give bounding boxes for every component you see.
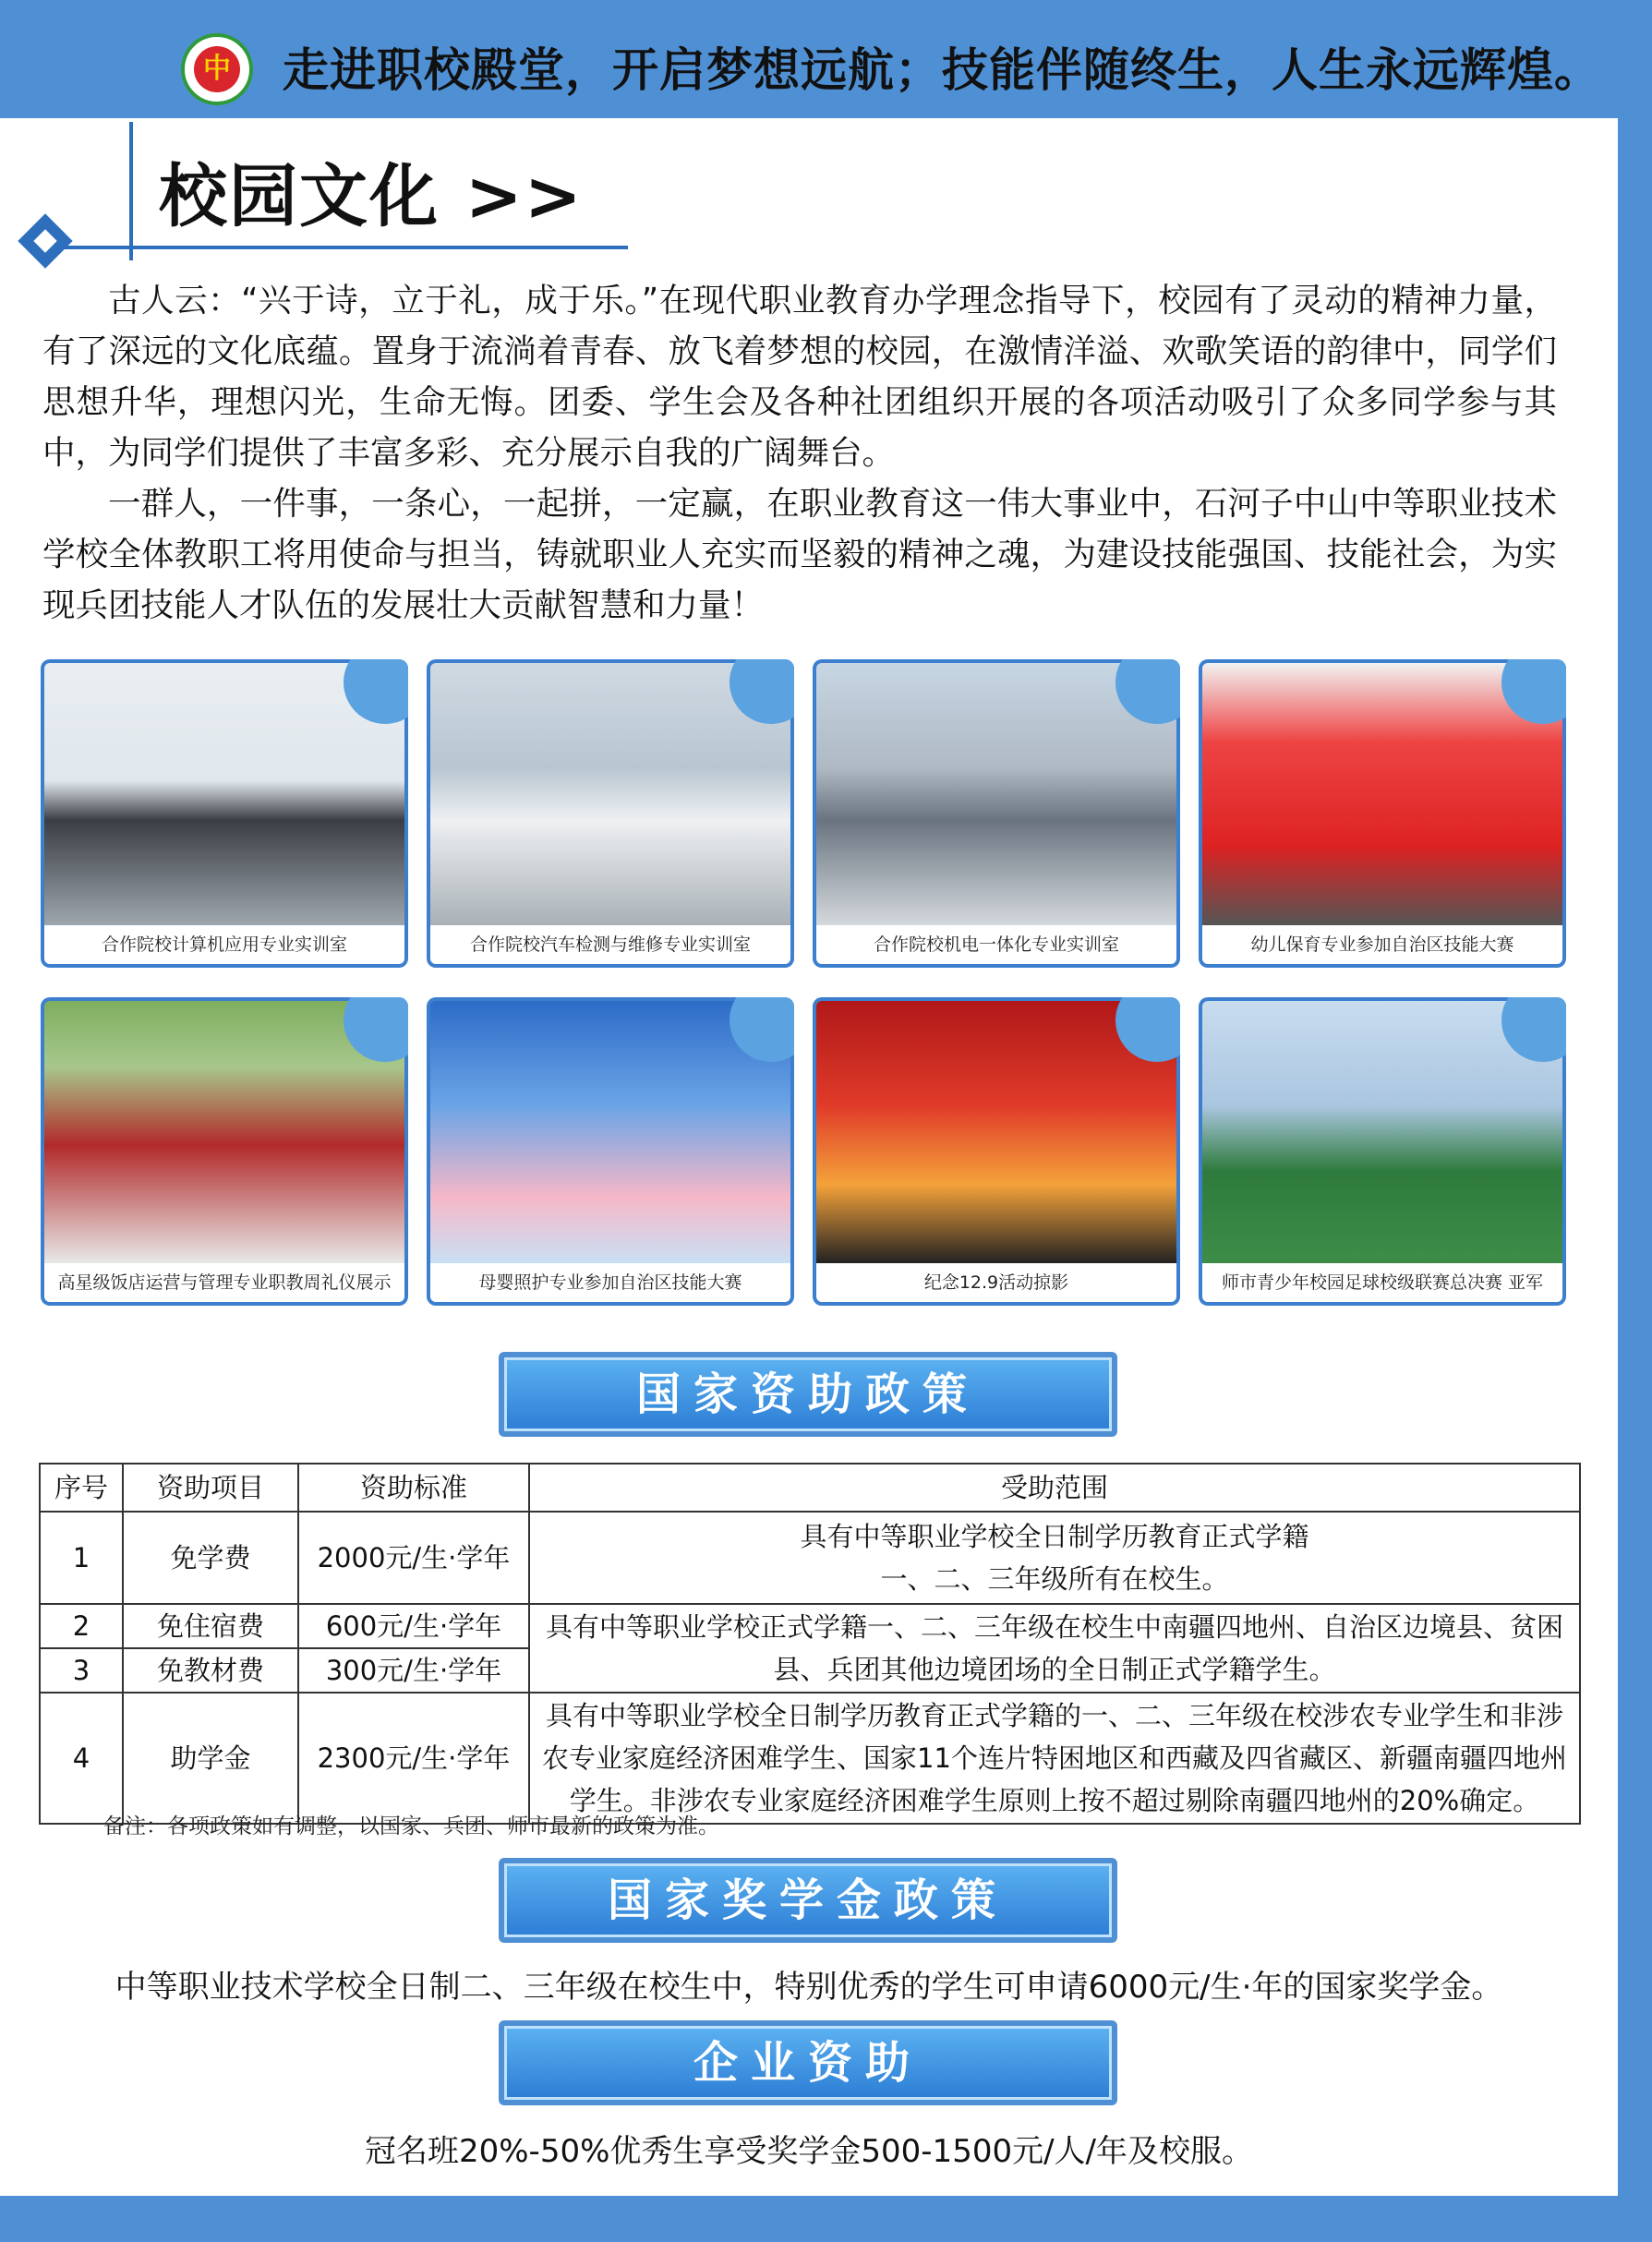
photo-caption: 纪念12.9活动掠影 xyxy=(816,1263,1176,1302)
aid-standard: 2300元/生·学年 xyxy=(298,1693,529,1824)
bottom-banner xyxy=(0,2196,1652,2242)
enterprise-text: 冠名班20%-50%优秀生享受奖学金500-1500元/人/年及校服。 xyxy=(364,2133,1253,2170)
photo-card xyxy=(1199,997,1566,1306)
school-logo xyxy=(181,33,253,105)
aid-standard: 2000元/生·学年 xyxy=(298,1512,529,1604)
photo-card xyxy=(813,997,1180,1306)
table-header-cell: 受助范围 xyxy=(529,1464,1580,1512)
photo-card xyxy=(41,997,408,1306)
table-header-cell: 序号 xyxy=(40,1464,123,1512)
photo-card xyxy=(813,659,1180,968)
banner-aid-policy xyxy=(499,1352,1117,1437)
photo-caption: 合作院校汽车检测与维修专业实训室 xyxy=(430,925,790,964)
banner-title: 国家资助政策 xyxy=(504,1357,1112,1431)
table-header-row xyxy=(40,1464,1580,1512)
aid-standard: 600元/生·学年 xyxy=(298,1604,529,1648)
top-banner xyxy=(0,0,1652,122)
title-divider-horizontal xyxy=(55,246,628,249)
photo-caption: 高星级饭店运营与管理专业职教周礼仪展示 xyxy=(44,1263,404,1302)
row-number: 2 xyxy=(40,1604,123,1648)
aid-policy-table xyxy=(39,1463,1581,1825)
photo-caption: 母婴照护专业参加自治区技能大赛 xyxy=(430,1263,790,1302)
aid-item: 助学金 xyxy=(123,1693,298,1824)
table-header-cell: 资助项目 xyxy=(123,1464,298,1512)
school-motto: 走进职校殿堂，开启梦想远航；技能伴随终生，人生永远辉煌。 xyxy=(283,43,1601,97)
title-divider-vertical xyxy=(129,122,133,260)
photo-caption: 合作院校计算机应用专业实训室 xyxy=(44,925,404,964)
photo-caption: 合作院校机电一体化专业实训室 xyxy=(816,925,1176,964)
intro-paragraph-1: 古人云：“兴于诗，立于礼，成于乐。”在现代职业教育办学理念指导下，校园有了灵动的精神力量，有了深远的文化底蕴。置身于流淌着青春、放飞着梦想的校园，在激情洋溢、欢歌笑语的韵律中，同学们思想升华，理想闪光，生命无悔。团委、学生会及各种社团组织开展的各项活动吸引了众多同学参与其中，为同学们提供了丰富多彩、充分展示自我的广阔舞台。 xyxy=(42,282,1557,472)
photo-caption: 幼儿保育专业参加自治区技能大赛 xyxy=(1202,925,1562,964)
row-number: 1 xyxy=(40,1512,123,1604)
row-number: 3 xyxy=(40,1648,123,1693)
photo-card xyxy=(427,659,794,968)
photo-card xyxy=(427,997,794,1306)
aid-scope: 具有中等职业学校正式学籍一、二、三年级在校生中南疆四地州、自治区边境县、贫困县、兵团其他边境团场的全日制正式学籍学生。 xyxy=(529,1604,1580,1693)
banner-title: 企业资助 xyxy=(504,2026,1112,2100)
photo-card xyxy=(1199,659,1566,968)
table-row xyxy=(40,1604,1580,1648)
aid-standard: 300元/生·学年 xyxy=(298,1648,529,1693)
aid-item: 免教材费 xyxy=(123,1648,298,1693)
scholarship-text: 中等职业技术学校全日制二、三年级在校生中，特别优秀的学生可申请6000元/生·年的国家奖学金。 xyxy=(115,1969,1503,2006)
logo-emblem: 中 xyxy=(194,46,240,92)
aid-item: 免学费 xyxy=(123,1512,298,1604)
aid-item: 免住宿费 xyxy=(123,1604,298,1648)
policy-note: 备注：各项政策如有调整，以国家、兵团、师市最新的政策为准。 xyxy=(103,1814,719,1838)
section-title-culture: 校园文化 >> xyxy=(159,157,584,236)
photo-gallery xyxy=(41,659,1574,1306)
aid-scope: 具有中等职业学校全日制学历教育正式学籍的一、二、三年级在校涉农专业学生和非涉农专业家庭经济困难学生、国家11个连片特困地区和西藏及四省藏区、新疆南疆四地州学生。非涉农专业家庭经济困难学生原则上按不超过剔除南疆四地州的20%确定。 xyxy=(529,1693,1580,1824)
aid-scope: 具有中等职业学校全日制学历教育正式学籍一、二、三年级所有在校生。 xyxy=(529,1512,1580,1604)
banner-scholarship xyxy=(499,1858,1117,1943)
photo-caption: 师市青少年校园足球校级联赛总决赛 亚军 xyxy=(1202,1263,1562,1302)
table-header-cell: 资助标准 xyxy=(298,1464,529,1512)
intro-paragraph-2: 一群人，一件事，一条心，一起拼，一定赢，在职业教育这一伟大事业中，石河子中山中等职业技术学校全体教职工将用使命与担当，铸就职业人充实而坚毅的精神之魂，为建设技能强国、技能社会，为实现兵团技能人才队伍的发展壮大贡献智慧和力量！ xyxy=(42,485,1557,624)
row-number: 4 xyxy=(40,1693,123,1824)
table-row xyxy=(40,1693,1580,1824)
banner-enterprise xyxy=(499,2020,1117,2105)
banner-title: 国家奖学金政策 xyxy=(504,1863,1112,1937)
photo-card xyxy=(41,659,408,968)
table-row xyxy=(40,1512,1580,1604)
culture-intro xyxy=(42,275,1557,631)
